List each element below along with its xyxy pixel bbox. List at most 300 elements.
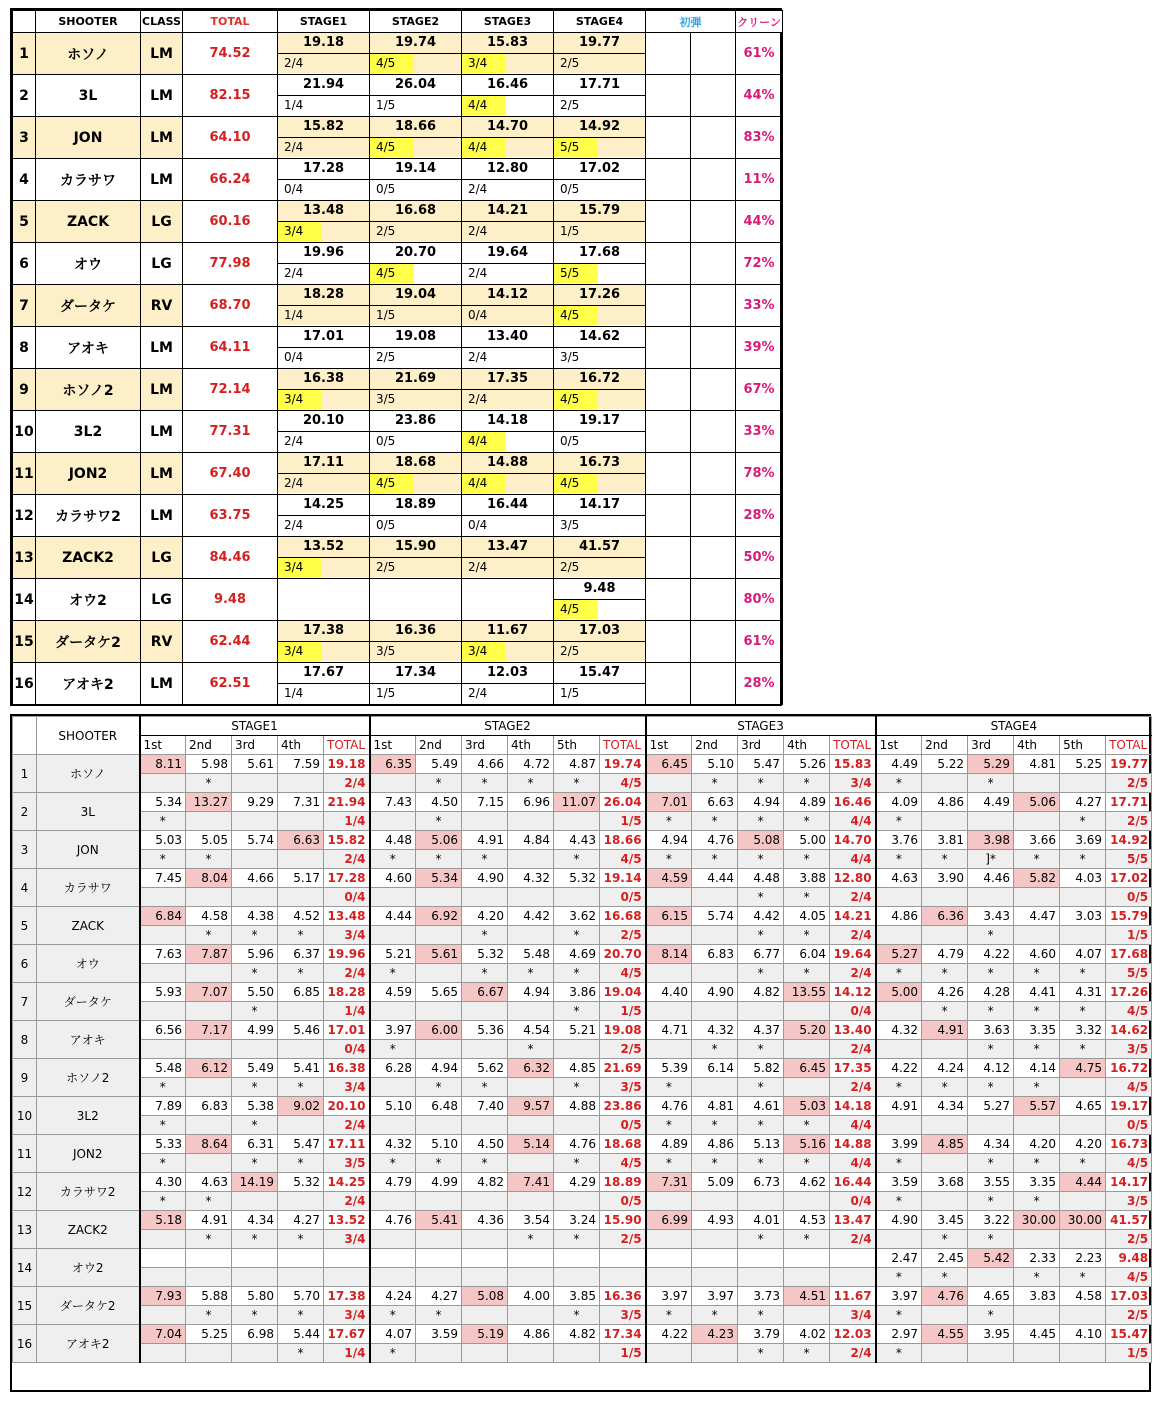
shooter-name: アオキ [36,327,141,369]
hit-mark: * [876,774,922,793]
hit-mark [416,964,462,983]
shot-time [232,1249,278,1268]
hit-mark: * [140,1192,186,1211]
shot-time: 5.27 [876,945,922,964]
hit-mark [508,1268,554,1287]
rank-cell: 9 [13,1059,37,1097]
hit-mark: * [186,1230,232,1249]
stage-hits: 2/4 [468,224,488,238]
shot-time: 5.41 [278,1059,324,1078]
hit-mark [416,1192,462,1211]
stage-total: 20.70 [600,945,646,964]
hit-mark: * [738,1306,784,1325]
shot-time: 6.04 [784,945,830,964]
stage-hits: 2/4 [284,266,304,280]
hit-mark [140,1344,186,1363]
shot-time: 4.00 [508,1287,554,1306]
shot-time: 4.60 [1014,945,1060,964]
stage-hits: 2/4 [830,964,876,983]
hit-mark: * [922,1002,968,1021]
stage-hits: 3/5 [376,644,396,658]
stage-hits: 2/5 [1106,1306,1152,1325]
hit-mark: * [876,964,922,983]
stage-hits: 5/5 [554,138,598,157]
shot-time: 3.66 [1014,831,1060,850]
hit-mark [370,888,416,907]
shot-time: 6.77 [738,945,784,964]
hit-mark: * [1014,1078,1060,1097]
stage-hits: 0/5 [560,182,580,196]
stage-cell [370,369,462,411]
hit-mark [416,1002,462,1021]
stage-hits: 3/4 [324,1078,370,1097]
stage-cell [370,495,462,537]
hit-mark: * [1014,1268,1060,1287]
rank-cell: 14 [13,579,36,621]
shot-time: 5.44 [278,1325,324,1344]
class-cell: LM [141,663,183,705]
shot-time: 3.83 [1014,1287,1060,1306]
hit-mark: * [370,850,416,869]
stage-cell [554,327,646,369]
clean-pct: 61% [736,621,783,663]
stage-time: 19.64 [462,243,553,264]
stage-hits: 0/4 [284,182,304,196]
shot-time: 7.45 [140,869,186,888]
shot-time: 4.32 [692,1021,738,1040]
stage-hits: 0/5 [1106,1116,1152,1135]
shooter-name: ZACK2 [36,537,141,579]
stage-hits: 0/5 [600,1192,646,1211]
stage-time: 21.69 [370,369,461,390]
stage-total: 16.68 [600,907,646,926]
stage-total: 14.62 [1106,1021,1152,1040]
detail-hit-row [13,1306,1152,1325]
total-cell: 64.10 [183,117,278,159]
stage-hits: 0/5 [1106,888,1152,907]
stage-time: 14.21 [462,201,553,222]
hit-mark [278,1116,324,1135]
hit-mark [1014,926,1060,945]
hit-mark [554,1116,600,1135]
stage-hits: 1/4 [324,1344,370,1363]
shot-time: 6.63 [692,793,738,812]
stage-hits: 4/4 [462,96,506,115]
rank-header [13,717,37,755]
stage-hits: 0/4 [830,1002,876,1021]
shot-time: 3.35 [1014,1173,1060,1192]
shot-time: 7.59 [278,755,324,774]
hit-mark: * [1060,964,1106,983]
hit-mark [968,812,1014,831]
stage-time: 19.74 [370,33,461,54]
shot-time: 4.55 [922,1325,968,1344]
shot-time: 6.83 [692,945,738,964]
shot-time: 4.86 [876,907,922,926]
shot-time: 7.01 [646,793,692,812]
stage-hits: 5/5 [554,264,598,283]
stage-hits: 0/5 [600,888,646,907]
stage-hits: 3/5 [600,1306,646,1325]
stage-cell [462,411,554,453]
stage-cell [462,117,554,159]
class-cell: LM [141,369,183,411]
stage-hits: 4/4 [830,1116,876,1135]
hit-mark: * [968,1078,1014,1097]
stage-time: 14.62 [554,327,645,348]
summary-row [13,243,783,285]
shooter-name: ホソノ [36,33,141,75]
shot-time: 4.20 [1014,1135,1060,1154]
hit-mark [692,1078,738,1097]
shooter-name: カラサワ2 [36,495,141,537]
hit-mark [186,1154,232,1173]
hit-mark [968,1116,1014,1135]
hit-mark: * [968,964,1014,983]
stage-cell [278,33,370,75]
hit-mark: * [968,1154,1014,1173]
stage-cell [278,495,370,537]
stage-hits [600,1268,646,1287]
summary-row [13,369,783,411]
hit-mark [278,1192,324,1211]
stage-hits: 3/5 [560,518,580,532]
hit-mark: * [462,774,508,793]
shot-time: 5.21 [370,945,416,964]
hit-mark [462,1306,508,1325]
hit-mark: * [784,888,830,907]
shot-time: 7.17 [186,1021,232,1040]
first-shot-cell [691,285,736,327]
shot-time: 4.27 [278,1211,324,1230]
shot-time: 4.94 [646,831,692,850]
stage-total: 15.83 [830,755,876,774]
stage-time: 16.36 [370,621,461,642]
hit-mark: * [1060,1002,1106,1021]
detail-hit-row [13,1154,1152,1173]
hit-mark: * [876,850,922,869]
shot-time: 4.62 [784,1173,830,1192]
hit-mark: * [416,812,462,831]
stage-cell [278,369,370,411]
stage-hits: 2/4 [468,560,488,574]
rank-cell: 12 [13,1173,37,1211]
stage-cell [554,411,646,453]
shot-time: 5.36 [462,1021,508,1040]
stage-hits: 2/5 [376,560,396,574]
summary-row [13,201,783,243]
shooter-name: ダータケ2 [36,621,141,663]
hit-mark: * [738,926,784,945]
detail-row [13,755,1152,774]
stage-hits: 4/5 [1106,1002,1152,1021]
hit-mark [186,888,232,907]
shooter-name: JON [36,117,141,159]
stage-hits: 3/4 [462,642,506,661]
hit-mark [692,964,738,983]
hit-mark: * [738,774,784,793]
hit-mark [1060,1306,1106,1325]
shot-time: 5.82 [738,1059,784,1078]
shot-column-header: 2nd [922,736,968,755]
stage-time: 17.34 [370,663,461,684]
hit-mark [1014,1306,1060,1325]
hit-mark: * [968,1002,1014,1021]
stage-cell [554,495,646,537]
total-column-header: TOTAL [830,736,876,755]
hit-mark [1014,812,1060,831]
hit-mark: * [140,1116,186,1135]
shot-time: 2.47 [876,1249,922,1268]
shooter-name: ホソノ [37,755,140,793]
first-shot-cell [646,411,691,453]
stage-cell [278,663,370,705]
stage-time: 17.03 [554,621,645,642]
shooter-name: 3L2 [37,1097,140,1135]
stage-time: 12.80 [462,159,553,180]
shot-time: 5.18 [140,1211,186,1230]
shot-time: 5.93 [140,983,186,1002]
hit-mark [416,1344,462,1363]
stage-cell [462,579,554,621]
stage-total: 12.80 [830,869,876,888]
hit-mark: * [784,964,830,983]
hit-mark [232,888,278,907]
shot-time: 7.31 [278,793,324,812]
stage-hits: 3/4 [324,1230,370,1249]
stage-cell [370,327,462,369]
stage-cell [370,33,462,75]
stage-total: 17.68 [1106,945,1152,964]
rank-cell: 1 [13,33,36,75]
stage-hits: 1/5 [376,98,396,112]
stage-cell [278,201,370,243]
shot-time: 6.48 [416,1097,462,1116]
total-column-header: TOTAL [324,736,370,755]
shot-time: 5.49 [416,755,462,774]
hit-mark [876,1230,922,1249]
shot-column-header: 3rd [968,736,1014,755]
shot-time: 5.96 [232,945,278,964]
shot-time: 30.00 [1014,1211,1060,1230]
summary-row [13,33,783,75]
hit-mark [922,1306,968,1325]
shot-time: 5.48 [140,1059,186,1078]
shot-time: 4.38 [232,907,278,926]
hit-mark: * [186,926,232,945]
stage-cell [370,201,462,243]
stage-cell [278,579,370,621]
stage-hits: 0/4 [468,518,488,532]
shot-time: 6.37 [278,945,324,964]
hit-mark: * [554,1002,600,1021]
summary-row [13,285,783,327]
first-shot-cell [646,75,691,117]
stage-time: 18.68 [370,453,461,474]
stage-cell [278,285,370,327]
shot-time: 4.26 [922,983,968,1002]
hit-mark [922,1116,968,1135]
stage-total: 20.10 [324,1097,370,1116]
stage-total: 18.28 [324,983,370,1002]
stage-hits: 0/4 [830,1192,876,1211]
stage-cell [554,285,646,327]
hit-mark [738,1002,784,1021]
class-cell: LM [141,495,183,537]
hit-mark [462,1192,508,1211]
shot-time: 4.76 [646,1097,692,1116]
shot-time: 4.40 [646,983,692,1002]
hit-mark: * [278,1344,324,1363]
hit-mark: * [462,964,508,983]
shooter-name: アオキ2 [36,663,141,705]
hit-mark: * [554,850,600,869]
hit-mark: * [1060,1040,1106,1059]
shot-time [784,1249,830,1268]
stage-total: 17.02 [1106,869,1152,888]
summary-row [13,117,783,159]
total-column-header: TOTAL [600,736,646,755]
hit-mark [1014,774,1060,793]
shot-time [646,1249,692,1268]
shot-time: 4.63 [186,1173,232,1192]
shot-time: 5.57 [1014,1097,1060,1116]
stage-cell [554,453,646,495]
shot-time [462,1249,508,1268]
shot-time: 6.85 [278,983,324,1002]
shot-time: 5.47 [738,755,784,774]
hit-mark [646,1344,692,1363]
shooter-header: SHOOTER [37,717,140,755]
first-shot-cell [691,159,736,201]
hit-mark: * [186,1192,232,1211]
hit-mark [922,1344,968,1363]
shot-time: 4.89 [646,1135,692,1154]
shot-time: 7.89 [140,1097,186,1116]
stage-cell [462,33,554,75]
hit-mark [278,1268,324,1287]
hit-mark: * [370,964,416,983]
stage-cell [462,495,554,537]
stage-time: 17.35 [462,369,553,390]
stage-time: 18.66 [370,117,461,138]
shot-time: 3.22 [968,1211,1014,1230]
stage-time: 14.18 [462,411,553,432]
hit-mark [646,964,692,983]
shot-time: 3.86 [554,983,600,1002]
stage-total: 26.04 [600,793,646,812]
first-shot-cell [691,33,736,75]
hit-mark: * [554,1230,600,1249]
stage-total: 17.35 [830,1059,876,1078]
hit-mark [186,1268,232,1287]
shot-time: 4.87 [554,755,600,774]
detail-hit-row [13,1002,1152,1021]
rank-cell: 4 [13,869,37,907]
hit-mark [416,1230,462,1249]
stage-hits: 2/4 [830,1040,876,1059]
stage-time: 17.67 [278,663,369,684]
shooter-name: ダータケ [36,285,141,327]
hit-mark: * [968,1230,1014,1249]
stage-hits [324,1268,370,1287]
detail-row [13,1021,1152,1040]
total-cell: 62.44 [183,621,278,663]
hit-mark [140,888,186,907]
shot-time: 5.34 [416,869,462,888]
hit-mark: * [232,1306,278,1325]
detail-row [13,907,1152,926]
stage-hits: 3/4 [324,926,370,945]
stage-total: 19.14 [600,869,646,888]
stage-total: 9.48 [1106,1249,1152,1268]
hit-mark [968,1344,1014,1363]
shot-time: 4.43 [554,831,600,850]
hit-mark [370,1192,416,1211]
shooter-name: 3L [37,793,140,831]
shot-time: 4.09 [876,793,922,812]
stage-total: 13.47 [830,1211,876,1230]
shot-time: 5.50 [232,983,278,1002]
rank-cell: 11 [13,453,36,495]
shot-time: 4.48 [738,869,784,888]
shot-time: 5.82 [1014,869,1060,888]
total-cell: 74.52 [183,33,278,75]
stage-time: 14.12 [462,285,553,306]
shot-time: 4.81 [692,1097,738,1116]
shot-time: 4.76 [692,831,738,850]
hit-mark [508,926,554,945]
hit-mark [1060,888,1106,907]
hit-mark: * [1014,964,1060,983]
stage-header: STAGE1 [140,717,370,736]
shot-time: 4.79 [922,945,968,964]
detail-row [13,1173,1152,1192]
shot-time [554,1249,600,1268]
detail-hit-row [13,774,1152,793]
rank-cell: 6 [13,243,36,285]
shot-time: 4.47 [1014,907,1060,926]
hit-mark: * [784,850,830,869]
rank-cell: 3 [13,117,36,159]
stage-hits: 2/5 [600,1040,646,1059]
first-shot-cell [646,243,691,285]
hit-mark [1060,1344,1106,1363]
shot-column-header: 4th [784,736,830,755]
shot-time: 5.25 [186,1325,232,1344]
hit-mark [140,1002,186,1021]
hit-mark: * [554,1306,600,1325]
hit-mark [646,926,692,945]
stage-total: 19.74 [600,755,646,774]
stage-time: 17.68 [554,243,645,264]
hit-mark: * [232,1116,278,1135]
hit-mark [278,1040,324,1059]
stage-hits: 4/4 [830,812,876,831]
stage-cell [278,75,370,117]
detail-hit-row [13,888,1152,907]
stage-time: 16.44 [462,495,553,516]
hit-mark [508,1344,554,1363]
first-shot-cell [646,369,691,411]
stage-time: 18.28 [278,285,369,306]
summary-row [13,621,783,663]
hit-mark [692,926,738,945]
stage-time: 19.77 [554,33,645,54]
shot-time: 4.42 [508,907,554,926]
hit-mark [784,1192,830,1211]
hit-mark: * [140,1154,186,1173]
